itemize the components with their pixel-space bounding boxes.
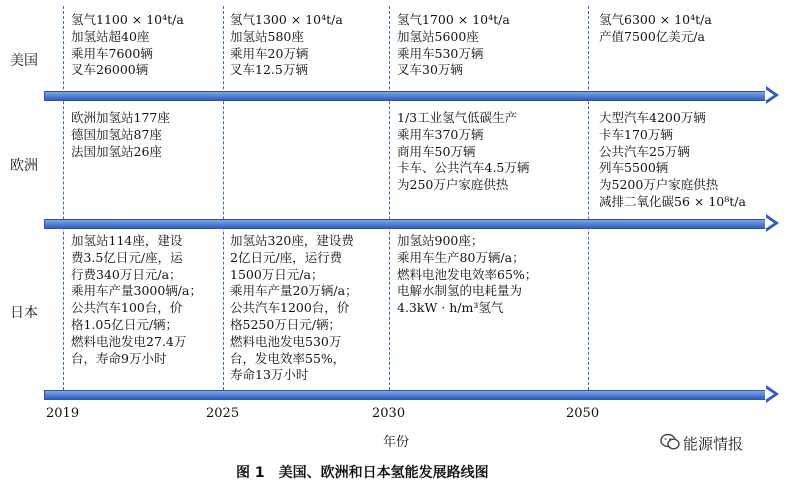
row-label-jp: 日本 bbox=[10, 305, 38, 321]
figure-caption: 图 1 美国、欧洲和日本氢能发展路线图 bbox=[236, 465, 489, 481]
cell-eu-2019: 欧洲加氢站177座 德国加氢站87座 法国加氢站26座 bbox=[71, 110, 170, 159]
arrow-head-axis bbox=[766, 385, 779, 403]
watermark-text: 能源情报 bbox=[683, 435, 744, 453]
cell-us-2019: 氢气1100 × 10⁴t/a 加氢站超40座 乘用车7600辆 叉车26000辆 bbox=[71, 12, 184, 78]
year-label-2019: 2019 bbox=[46, 406, 80, 421]
cell-us-2030: 氢气1700 × 10⁴t/a 加氢站5600座 乘用车530万辆 叉车30万辆 bbox=[397, 12, 510, 78]
axis-title: 年份 bbox=[383, 435, 410, 450]
row-label-eu: 欧洲 bbox=[10, 158, 38, 174]
cell-eu-2050: 大型汽车4200万辆 卡车170万辆 公共汽车25万辆 列车5500辆 为5200万户家庭供热 减排二氧化碳56 × 10⁸t/a bbox=[599, 110, 746, 209]
cell-jp-2030: 加氢站900座； 乘用车生产80万辆/a； 燃料电池发电效率65%； 电解水制氢的电耗量为 4.3kW · h/m³氢气 bbox=[397, 233, 538, 316]
cell-eu-2030: 1/3工业氢气低碳生产 乘用车370万辆 商用车50万辆 卡车、公共汽车4.5万辆 为250万户家庭供热 bbox=[397, 110, 530, 193]
timeline-band-eu bbox=[44, 219, 768, 229]
year-label-2025: 2025 bbox=[206, 406, 240, 421]
year-label-2030: 2030 bbox=[372, 406, 406, 421]
cell-jp-2019: 加氢站114座，建设 费3.5亿日元/座，运 行费340万日元/a； 乘用车产量3000辆/a； 公共汽车100台，价 格1.05亿日元/辆； 燃料电池发电27.4万 台，寿命9万小时 bbox=[71, 233, 202, 366]
year-line-2019 bbox=[63, 6, 64, 400]
cell-us-2050: 氢气6300 × 10⁴t/a 产值7500亿美元/a bbox=[599, 12, 712, 44]
cell-us-2025: 氢气1300 × 10⁴t/a 加氢站580座 乘用车20万辆 叉车12.5万辆 bbox=[230, 12, 343, 78]
cell-jp-2025: 加氢站320座，建设费 2亿日元/座，运行费 1500万日元/a； 乘用车产量20万辆/a； 公共汽车1200台，价 格5250万日元/辆； 燃料电池发电530万 台，发电效率55%， 寿命13万小时 bbox=[230, 233, 358, 383]
arrow-head-us bbox=[766, 86, 779, 104]
year-line-2030 bbox=[389, 6, 390, 400]
arrow-head-eu bbox=[766, 214, 779, 232]
wechat-icon bbox=[660, 433, 680, 451]
year-line-2050 bbox=[588, 6, 589, 400]
timeline-band-axis bbox=[44, 390, 768, 400]
timeline-band-us bbox=[44, 91, 768, 101]
year-line-2025 bbox=[223, 6, 224, 400]
row-label-us: 美国 bbox=[10, 53, 38, 69]
year-label-2050: 2050 bbox=[566, 406, 600, 421]
